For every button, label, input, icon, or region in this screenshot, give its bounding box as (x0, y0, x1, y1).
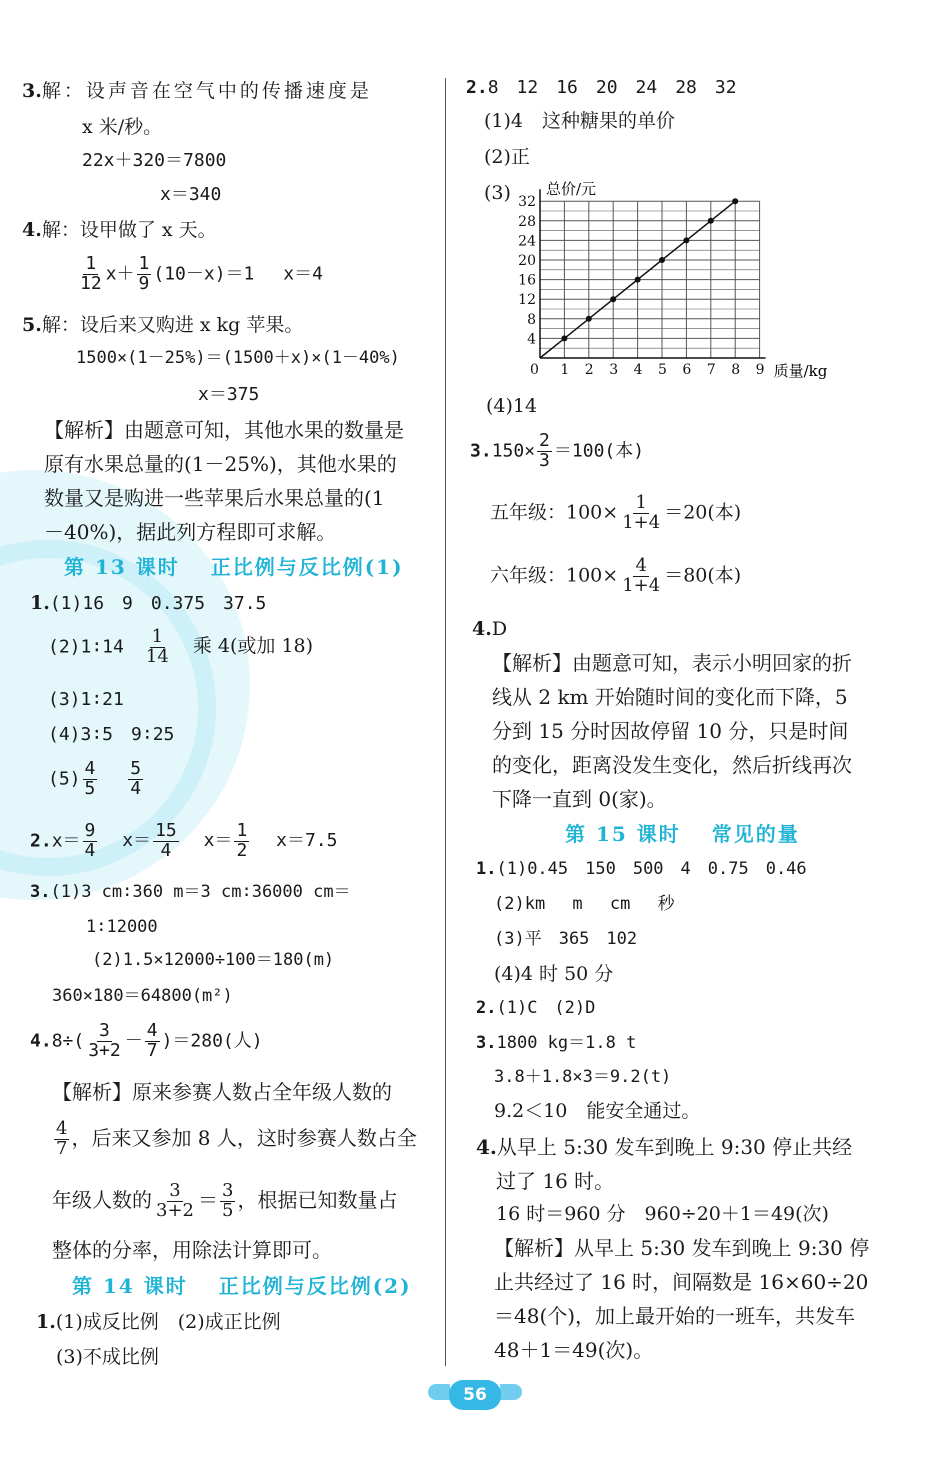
chart-axes (540, 189, 766, 358)
chart-series (540, 198, 738, 358)
l13-q4: 4.8÷( $\frac{3}{3+2}$ － $\frac{4}{7}$ )＝280(人) (30, 1020, 263, 1061)
r-q4: 4.D (472, 618, 508, 640)
lesson-13-heading: 第 13 课时 正比例与反比例(1) (64, 555, 404, 579)
l15-q4-analysis-2: 止共经过了 16 时，间隔数是 16×60÷20 (494, 1270, 869, 1294)
page-number-right-wing (500, 1384, 522, 1400)
y-tick-label: 16 (518, 272, 536, 289)
data-point (586, 316, 592, 322)
l15-q1-1: 1.(1)0.45 150 500 4 0.75 0.46 (476, 859, 807, 879)
q5-line: 5.解：设后来又购进 x kg 苹果。 (22, 314, 304, 336)
q4-line: 4.解：设甲做了 x 天。 (22, 219, 217, 241)
chart-x-label: 质量/kg (773, 362, 828, 380)
y-tick-label: 28 (518, 213, 536, 230)
y-tick-label: 20 (518, 253, 536, 269)
q3-equation: 22x＋320＝7800 (82, 150, 227, 171)
data-point (683, 237, 689, 243)
l13-q1-3: (3)1∶21 (48, 689, 124, 710)
q4-equation: $\frac{1}{12}$ x＋ $\frac{1}{9}$ (10－x)＝1 x＝4 (80, 253, 323, 294)
x-tick-label: 7 (706, 362, 716, 378)
r-q4-analysis-4: 的变化，距离没发生变化，然后折线再次 (492, 753, 852, 777)
l13-q4-analysis-2: $\frac{4}{7}$ ，后来又参加 8 人，这时参赛人数占全 (56, 1118, 417, 1159)
x-tick-label: 9 (755, 362, 765, 378)
page-number-left-wing (428, 1384, 450, 1400)
data-point (561, 335, 567, 341)
l13-q1-5: (5) $\frac{4}{5}$ $\frac{5}{4}$ (48, 758, 142, 799)
l15-q4-analysis-1: 【解析】从早上 5:30 发车到晚上 9:30 停 (494, 1236, 870, 1260)
l15-q1-4: (4)4 时 50 分 (494, 963, 614, 985)
l15-q4-2: 过了 16 时。 (496, 1169, 615, 1193)
l13-q4-analysis-4: 整体的分率，用除法计算即可。 (52, 1238, 332, 1262)
lesson-14-heading: 第 14 课时 正比例与反比例(2) (72, 1274, 412, 1298)
r-q4-analysis-2: 线从 2 km 开始随时间的变化而下降，5 (492, 685, 848, 709)
l13-q4-analysis-3: 年级人数的 $\frac{3}{3+2}$ ＝ $\frac{3}{5}$ ，根据已知数量占 (52, 1180, 398, 1221)
y-tick-label: 24 (518, 233, 536, 250)
column-divider (445, 78, 446, 1366)
l14-q1-a: 1.(1)成反比例 (2)成正比例 (36, 1311, 281, 1333)
y-tick-label: 4 (527, 331, 536, 348)
r-q2-1: (1)4 这种糖果的单价 (484, 110, 676, 132)
y-tick-label: 8 (527, 311, 536, 328)
x-tick-label: 1 (560, 362, 570, 378)
r-q2-4: (4)14 (486, 395, 538, 417)
l15-q3-1: 3.1800 kg＝1.8 t (476, 1033, 637, 1053)
q5-analysis-1: 【解析】由题意可知，其他水果的数量是 (44, 418, 404, 442)
lesson-15-heading: 第 15 课时 常见的量 (565, 822, 800, 846)
q5-answer: x＝375 (198, 384, 260, 405)
l13-q3-3: 360×180＝64800(m²) (52, 986, 233, 1006)
page-number: 56 (449, 1380, 501, 1410)
data-point (635, 277, 641, 283)
y-tick-label: 32 (518, 194, 536, 211)
l14-q1-b: (3)不成比例 (56, 1346, 159, 1368)
r-q2-3: (3) (484, 182, 511, 204)
q5-analysis-3: 数量又是购进一些苹果后水果总量的(1 (44, 486, 385, 510)
x-tick-label: 3 (609, 362, 619, 378)
l15-q3-2: 3.8＋1.8×3＝9.2(t) (494, 1067, 672, 1087)
r-q4-analysis-3: 分到 15 分时因故停留 10 分，只是时间 (492, 719, 849, 743)
x-tick-label: 2 (584, 362, 594, 378)
chart-grid (540, 201, 760, 358)
l15-q4-1: 4.从早上 5:30 发车到晚上 9:30 停止共经 (476, 1135, 853, 1159)
x-tick-label: 6 (682, 362, 692, 378)
q3-text2: x 米/秒。 (82, 116, 163, 138)
q3-answer: x＝340 (160, 184, 222, 205)
l13-q1-4: (4)3∶5 9∶25 (48, 724, 175, 745)
q5-equation: 1500×(1－25%)＝(1500＋x)×(1－40%) (76, 348, 400, 368)
r-q4-analysis-1: 【解析】由题意可知，表示小明回家的折 (492, 651, 852, 675)
l15-q4-3: 16 时＝960 分 960÷20＋1＝49(次) (496, 1203, 829, 1225)
y-tick-label: 12 (518, 292, 536, 309)
l13-q3-1b: 1∶12000 (86, 917, 158, 937)
l13-q2: 2.x＝ $\frac{9}{4}$ x＝ $\frac{15}{4}$ x＝ $\frac{1}{2}$ x＝7.5 (30, 820, 338, 861)
l13-q4-analysis-1: 【解析】原来参赛人数占全年级人数的 (52, 1080, 392, 1104)
r-q3-grade5: 五年级：100× $\frac{1}{1+4}$ ＝20(本) (490, 492, 742, 533)
q5-analysis-2: 原有水果总量的(1－25%)，其他水果的 (44, 452, 397, 476)
l15-q1-2: (2)km m cm 秒 (494, 894, 675, 914)
chart-ticks (518, 194, 764, 378)
l13-q1-2: (2)1∶14 $\frac{1}{14}$ 乘 4(或加 18) (48, 626, 314, 667)
l13-q3-1: 3.(1)3 cm∶360 m＝3 cm∶36000 cm＝ (30, 882, 351, 902)
price-weight-chart (500, 176, 850, 382)
x-tick-label: 4 (633, 362, 643, 378)
r-q3: 3.150× $\frac{2}{3}$ ＝100(本) (470, 430, 645, 471)
l15-q3-3: 9.2＜10 能安全通过。 (494, 1100, 701, 1122)
l15-q1-3: (3)平 365 102 (494, 929, 638, 949)
data-point (659, 257, 665, 263)
r-q4-analysis-5: 下降一直到 0(家)。 (492, 787, 667, 811)
l15-q2: 2.(1)C (2)D (476, 998, 596, 1018)
q5-analysis-4: －40%)，据此列方程即可求解。 (44, 520, 337, 544)
r-q2-2: (2)正 (484, 146, 530, 168)
r-q2-line: 2.8 12 16 20 24 28 32 (466, 77, 737, 98)
data-point (610, 296, 616, 302)
l13-q3-2: (2)1.5×12000÷100＝180(m) (92, 950, 335, 970)
x-tick-label: 5 (658, 362, 667, 378)
data-point (708, 218, 714, 224)
l13-q1-1: 1.(1)16 9 0.375 37.5 (30, 592, 267, 614)
x-tick-label: 8 (731, 362, 741, 378)
x-tick-label: 0 (530, 362, 539, 378)
l15-q4-analysis-3: ＝48(个)，加上最开始的一班车，共发车 (494, 1304, 856, 1328)
q3-line: 3.解：设声音在空气中的传播速度是 (22, 80, 372, 102)
r-q3-grade6: 六年级：100× $\frac{4}{1+4}$ ＝80(本) (490, 555, 742, 596)
data-point (732, 198, 738, 204)
chart-y-label: 总价/元 (546, 180, 597, 198)
l15-q4-analysis-4: 48＋1＝49(次)。 (494, 1338, 654, 1362)
